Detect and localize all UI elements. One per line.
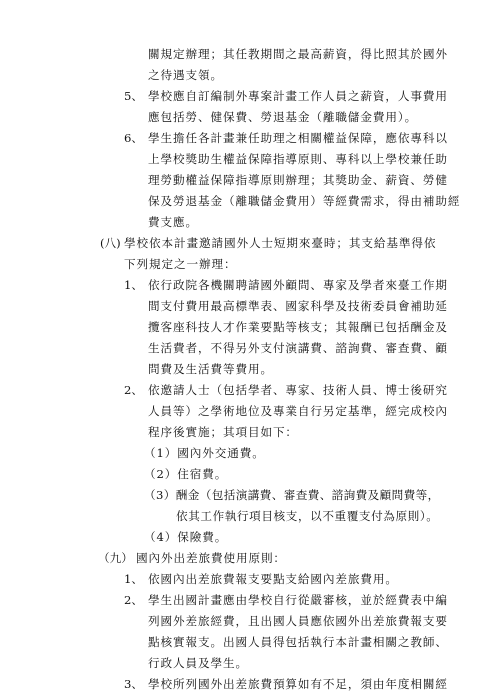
list-marker-2: 2、 <box>124 383 143 397</box>
text-line: 關規定辦理；其任教期間之最高薪資，得比照其於國外 <box>148 47 448 61</box>
sub-item: （2）住宿費。 <box>144 467 228 481</box>
section-marker-8: (八) <box>100 236 121 250</box>
text-line: 依邀請人士（包括學者、專家、技術人員、博士後研究 <box>148 383 448 397</box>
text-line: 攬客座科技人才作業要點等核支；其報酬已包括酬金及 <box>148 320 448 334</box>
text-line: 之待遇支領。 <box>148 68 223 82</box>
sub-item-continuation: 依其工作執行項目核支，以不重覆支付為原則）。 <box>176 509 439 523</box>
text-line: 程序後實施；其項目如下： <box>148 425 298 439</box>
text-line: 生活費者，不得另外支付演講費、諮詢費、審查費、顧 <box>148 341 448 355</box>
text-line: 上學校獎助生權益保障指導原則、專科以上學校兼任助 <box>148 152 448 166</box>
list-marker-1: 1、 <box>124 278 143 292</box>
text-line: 學生出國計畫應由學校自行從嚴審核，並於經費表中編 <box>148 593 448 607</box>
section-heading: 國內外出差旅費使用原則： <box>136 551 286 565</box>
text-line: 理勞動權益保障指導原則辦理；其獎助金、薪資、勞健 <box>148 173 448 187</box>
text-line: 依國內出差旅費報支要點支給國內差旅費用。 <box>148 572 398 586</box>
text-line: 人員等）之學術地位及專業自行另定基準，經完成校內 <box>148 404 448 418</box>
list-marker-6: 6、 <box>124 131 143 145</box>
list-marker-1: 1、 <box>124 572 143 586</box>
section-marker-9: （九） <box>98 551 133 565</box>
section-heading: 學校依本計畫邀請國外人士短期來臺時；其支給基準得依 <box>124 236 437 250</box>
list-marker-5: 5、 <box>124 89 143 103</box>
text-line: 列國外差旅經費，且出國人員應依國外出差旅費報支要 <box>148 614 448 628</box>
section-heading: 下列規定之一辦理： <box>124 257 237 271</box>
sub-item: （3）酬金（包括演講費、審查費、諮詢費及顧問費等， <box>144 488 440 502</box>
sub-item: （1）國內外交通費。 <box>144 446 265 460</box>
text-line: 行政人員及學生。 <box>148 656 248 670</box>
text-line: 依行政院各機關聘請國外顧問、專家及學者來臺工作期 <box>148 278 448 292</box>
text-line: 學校應自訂編制外專案計畫工作人員之薪資，人事費用 <box>148 89 448 103</box>
text-line: 問費及生活費等費用。 <box>148 362 273 376</box>
text-line: 學校所列國外出差旅費預算如有不足，須由年度相關經 <box>148 677 448 691</box>
text-line: 點核實報支。出國人員得包括執行本計畫相關之教師、 <box>148 635 448 649</box>
sub-item: （4）保險費。 <box>144 530 228 544</box>
list-marker-2: 2、 <box>124 593 143 607</box>
text-line: 學生擔任各計畫兼任助理之相關權益保障，應依專科以 <box>148 131 448 145</box>
text-line: 應包括勞、健保費、勞退基金（離職儲金費用）。 <box>148 110 418 124</box>
text-line: 費支應。 <box>148 215 198 229</box>
text-line: 間支付費用最高標準表、國家科學及技術委員會補助延 <box>148 299 448 313</box>
list-marker-3: 3、 <box>124 677 143 691</box>
text-line: 保及勞退基金（離職儲金費用）等經費需求，得由補助經 <box>148 194 461 208</box>
